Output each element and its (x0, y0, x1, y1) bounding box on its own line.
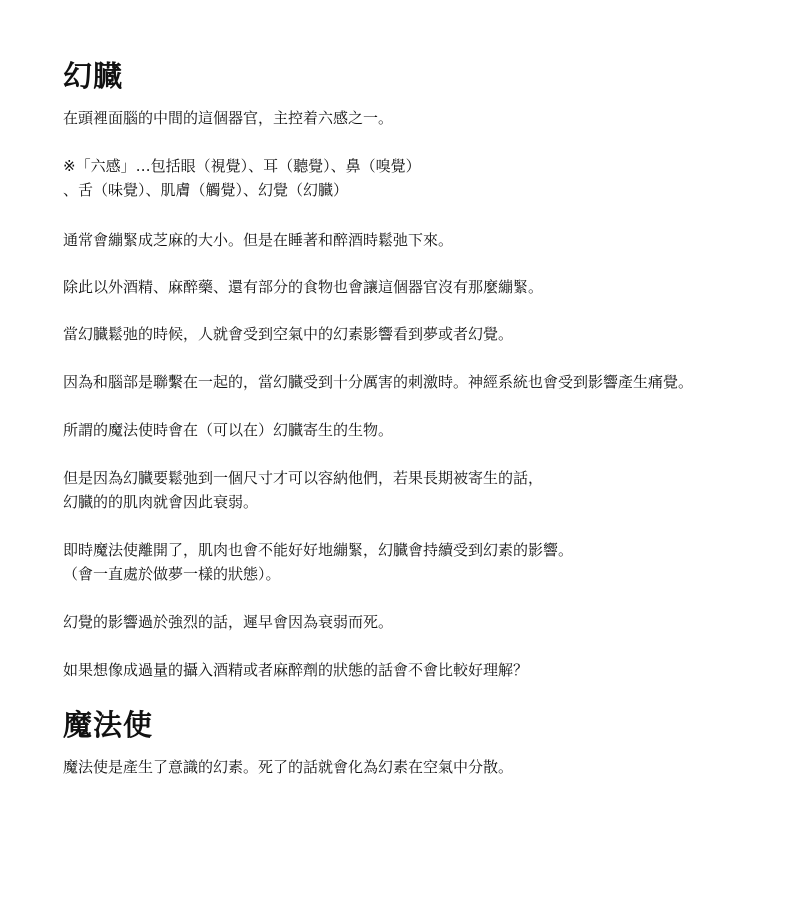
paragraph-line: 如果想像成過量的攝入酒精或者麻醉劑的狀態的話會不會比較好理解？ (63, 661, 529, 679)
section-heading-genzo: 幻臓 (63, 59, 124, 93)
paragraph (63, 538, 573, 586)
paragraph-line: 除此以外酒精、麻醉藥、還有部分的食物也會讓這個器官沒有那麼繃緊。 (63, 278, 544, 296)
paragraph (63, 275, 543, 299)
paragraph (63, 658, 528, 682)
paragraph (63, 228, 453, 252)
paragraph-line: ※「六感」…包括眼（視覺）、耳（聽覺）、鼻（嗅覺） (63, 157, 421, 175)
paragraph-line: （會一直處於做夢一樣的狀態）。 (63, 565, 281, 583)
paragraph-line: 魔法使是產生了意識的幻素。死了的話就會化為幻素在空氣中分散。 (63, 758, 514, 776)
paragraph (63, 418, 393, 442)
paragraph-line: 在頭裡面腦的中間的這個器官，主控着六感之一。 (63, 109, 394, 127)
section-heading-mahoutsukai: 魔法使 (63, 708, 154, 742)
paragraph-line: 幻覺的影響過於強烈的話，遲早會因為衰弱而死。 (63, 613, 394, 631)
paragraph (63, 322, 513, 346)
paragraph-line: 所謂的魔法使時會在（可以在）幻臓寄生的生物。 (63, 421, 394, 439)
paragraph (63, 610, 393, 634)
paragraph-line: 當幻臓鬆弛的時候，人就會受到空氣中的幻素影響看到夢或者幻覺。 (63, 325, 514, 343)
paragraph (63, 154, 421, 202)
paragraph (63, 755, 513, 779)
paragraph (63, 106, 393, 130)
paragraph-line: 因為和腦部是聯繫在一起的，當幻臓受到十分厲害的刺激時。神經系統也會受到影響產生痛覺。 (63, 373, 694, 391)
paragraph (63, 370, 693, 394)
paragraph-line: 即時魔法使離開了，肌肉也會不能好好地繃緊，幻臓會持續受到幻素的影響。 (63, 541, 574, 559)
paragraph-line: 幻臓的的肌肉就會因此衰弱。 (63, 493, 259, 511)
paragraph-line: 、舌（味覺）、肌膚（觸覺）、幻覺（幻臓） (63, 181, 349, 199)
paragraph-line: 但是因為幻臓要鬆弛到一個尺寸才可以容納他們，若果長期被寄生的話， (63, 469, 544, 487)
paragraph (63, 466, 543, 514)
paragraph-line: 通常會繃緊成芝麻的大小。但是在睡著和醉酒時鬆弛下來。 (63, 231, 454, 249)
